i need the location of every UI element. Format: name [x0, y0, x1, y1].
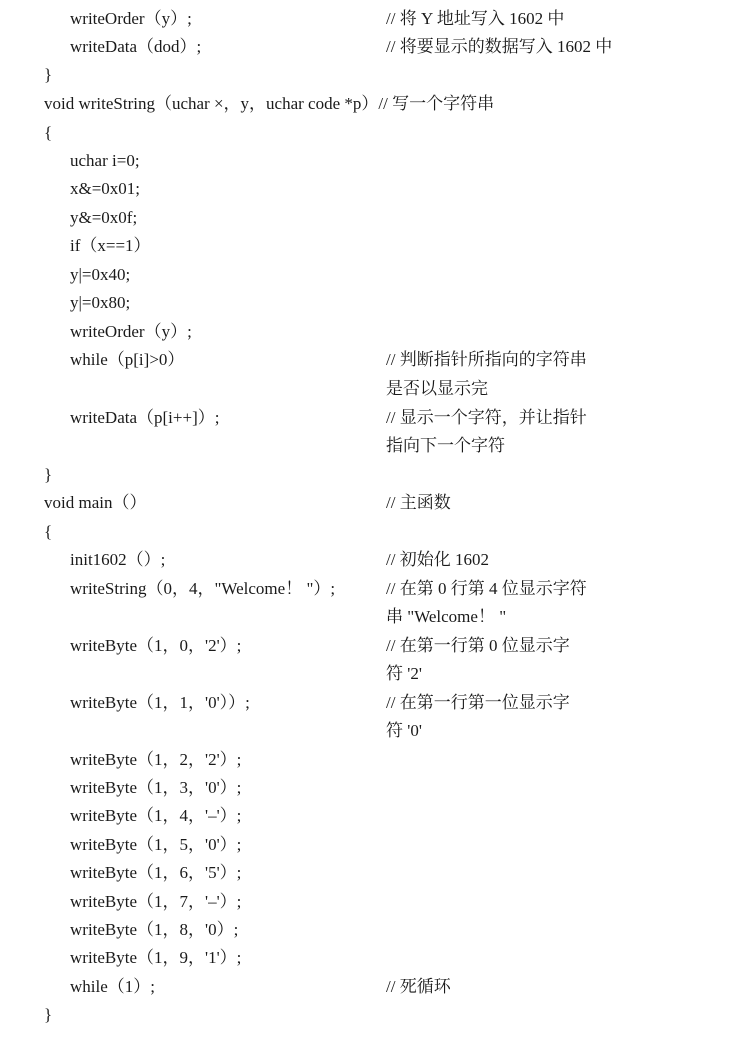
- code-line: writeByte（1，8，'0）;: [70, 920, 239, 939]
- code-line: writeByte（1，1，'0'））;: [70, 693, 250, 712]
- code-line: init1602（）;: [70, 550, 166, 569]
- code-line: writeByte（1，3，'0'）;: [70, 778, 242, 797]
- code-comment: // 死循环: [386, 977, 451, 996]
- code-line: void main（）: [44, 493, 147, 512]
- code-line: if（x==1）: [70, 236, 151, 255]
- code-line: writeData（p[i++]）;: [70, 408, 220, 427]
- code-line: }: [44, 1005, 53, 1024]
- code-line: while（1）;: [70, 977, 155, 996]
- code-line: writeByte（1，9，'1'）;: [70, 948, 242, 967]
- code-comment-continuation: 符 '2': [386, 664, 422, 683]
- code-comment: // 初始化 1602: [386, 550, 489, 569]
- code-line: {: [44, 522, 53, 541]
- code-comment: // 将 Y 地址写入 1602 中: [386, 9, 565, 28]
- code-line: writeByte（1，0，'2'）;: [70, 636, 242, 655]
- code-line: writeString（0，4，"Welcome！ "）;: [70, 579, 336, 598]
- code-comment: // 在第一行第 0 位显示字: [386, 636, 570, 655]
- code-line: writeByte（1，5，'0'）;: [70, 835, 242, 854]
- code-line: while（p[i]>0）: [70, 350, 185, 369]
- code-comment-continuation: 指向下一个字符: [386, 436, 505, 455]
- code-line: void writeString（uchar ×，y，uchar code *p）// 写一个字符串: [44, 94, 495, 113]
- code-comment: // 在第一行第一位显示字: [386, 693, 570, 712]
- code-line: y|=0x80;: [70, 293, 131, 312]
- code-line: writeOrder（y）;: [70, 9, 192, 28]
- code-comment-continuation: 符 '0': [386, 721, 422, 740]
- code-line: y|=0x40;: [70, 265, 131, 284]
- code-comment-continuation: 是否以显示完: [386, 379, 488, 398]
- code-line: x&=0x01;: [70, 179, 141, 198]
- code-line: writeByte（1，6，'5'）;: [70, 863, 242, 882]
- code-line: uchar i=0;: [70, 151, 140, 170]
- code-line: }: [44, 465, 53, 484]
- code-line: writeByte（1，7，'–'）;: [70, 892, 242, 911]
- code-comment-continuation: 串 "Welcome！ ": [386, 607, 507, 626]
- code-comment: // 将要显示的数据写入 1602 中: [386, 37, 613, 56]
- code-line: {: [44, 123, 53, 142]
- code-comment: // 主函数: [386, 493, 451, 512]
- code-line: y&=0x0f;: [70, 208, 138, 227]
- code-line: writeByte（1，2，'2'）;: [70, 750, 242, 769]
- code-line: writeOrder（y）;: [70, 322, 192, 341]
- code-line: writeByte（1，4，'–'）;: [70, 806, 242, 825]
- code-line: }: [44, 65, 53, 84]
- code-comment: // 显示一个字符，并让指针: [386, 408, 587, 427]
- code-line: writeData（dod）;: [70, 37, 202, 56]
- code-comment: // 判断指针所指向的字符串: [386, 350, 587, 369]
- code-comment: // 在第 0 行第 4 位显示字符: [386, 579, 587, 598]
